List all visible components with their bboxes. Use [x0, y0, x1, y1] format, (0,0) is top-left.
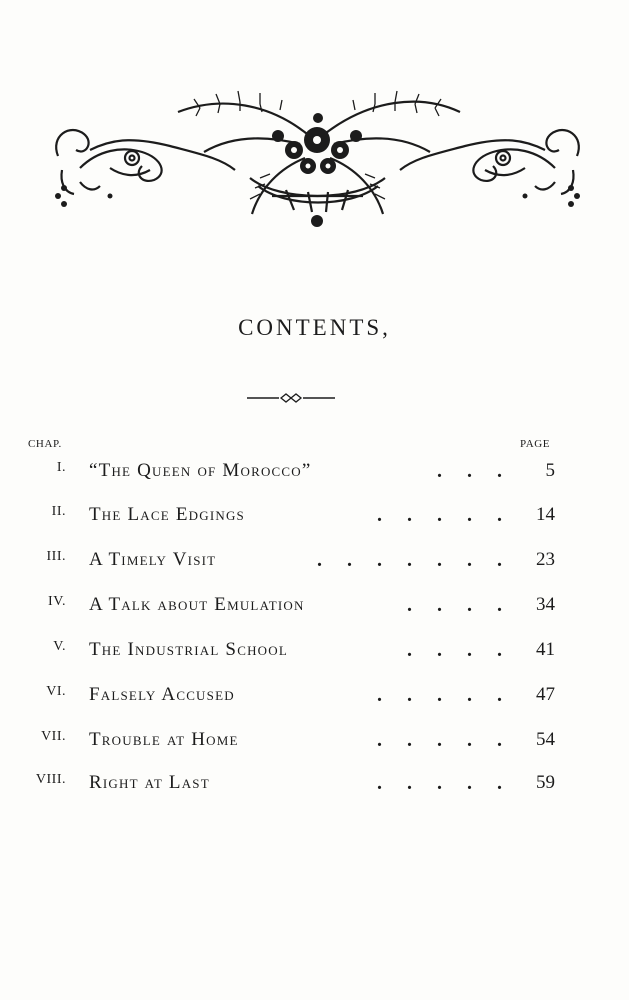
chapter-title: A Timely Visit	[89, 549, 217, 570]
chapter-number: II.	[51, 504, 66, 519]
chapter-number: V.	[53, 639, 66, 654]
page-number: 54	[536, 729, 555, 750]
dot-leader: . . . . .	[377, 684, 512, 706]
dot-leader: . . . .	[407, 594, 512, 616]
chapter-number: IV.	[48, 594, 66, 609]
chapter-title: The Industrial School	[89, 639, 288, 660]
toc-entry	[0, 549, 629, 579]
dot-leader: . . . .	[407, 639, 512, 661]
page-number: 59	[536, 772, 555, 793]
dot-leader: . . . . .	[377, 772, 512, 794]
chapter-number: III.	[46, 549, 66, 564]
page-number: 14	[536, 504, 555, 525]
chapter-title: “The Queen of Morocco”	[89, 460, 312, 481]
chapter-number: VIII.	[35, 772, 66, 787]
toc-entry	[0, 639, 629, 669]
page-column-header: PAGE	[520, 438, 551, 450]
chapter-number: VI.	[46, 684, 66, 699]
toc-entry	[0, 772, 629, 802]
decorative-rule-icon	[247, 391, 335, 405]
chapter-title: The Lace Edgings	[89, 504, 245, 525]
toc-entry	[0, 684, 629, 714]
chapter-title: Right at Last	[89, 772, 210, 793]
dot-leader: . . . . .	[377, 729, 512, 751]
page-number: 34	[536, 594, 555, 615]
toc-entry	[0, 460, 629, 490]
chapter-number: VII.	[41, 729, 66, 744]
chapter-title: A Talk about Emulation	[89, 594, 305, 615]
chapter-number: I.	[56, 460, 66, 475]
dot-leader: . . . . . . .	[317, 549, 512, 571]
page-title: CONTENTS,	[238, 315, 391, 340]
chapter-title: Falsely Accused	[89, 684, 235, 705]
toc-entry	[0, 504, 629, 534]
floral-ornament-icon	[50, 78, 585, 228]
page-number: 5	[545, 460, 555, 481]
dot-leader: . . . . .	[377, 504, 512, 526]
toc-entry	[0, 729, 629, 759]
chapter-column-header: CHAP.	[28, 438, 62, 450]
page-number: 41	[536, 639, 555, 660]
chapter-title: Trouble at Home	[89, 729, 239, 750]
page-number: 47	[536, 684, 555, 705]
toc-entry	[0, 594, 629, 624]
dot-leader: . . .	[437, 460, 512, 482]
page-number: 23	[536, 549, 555, 570]
